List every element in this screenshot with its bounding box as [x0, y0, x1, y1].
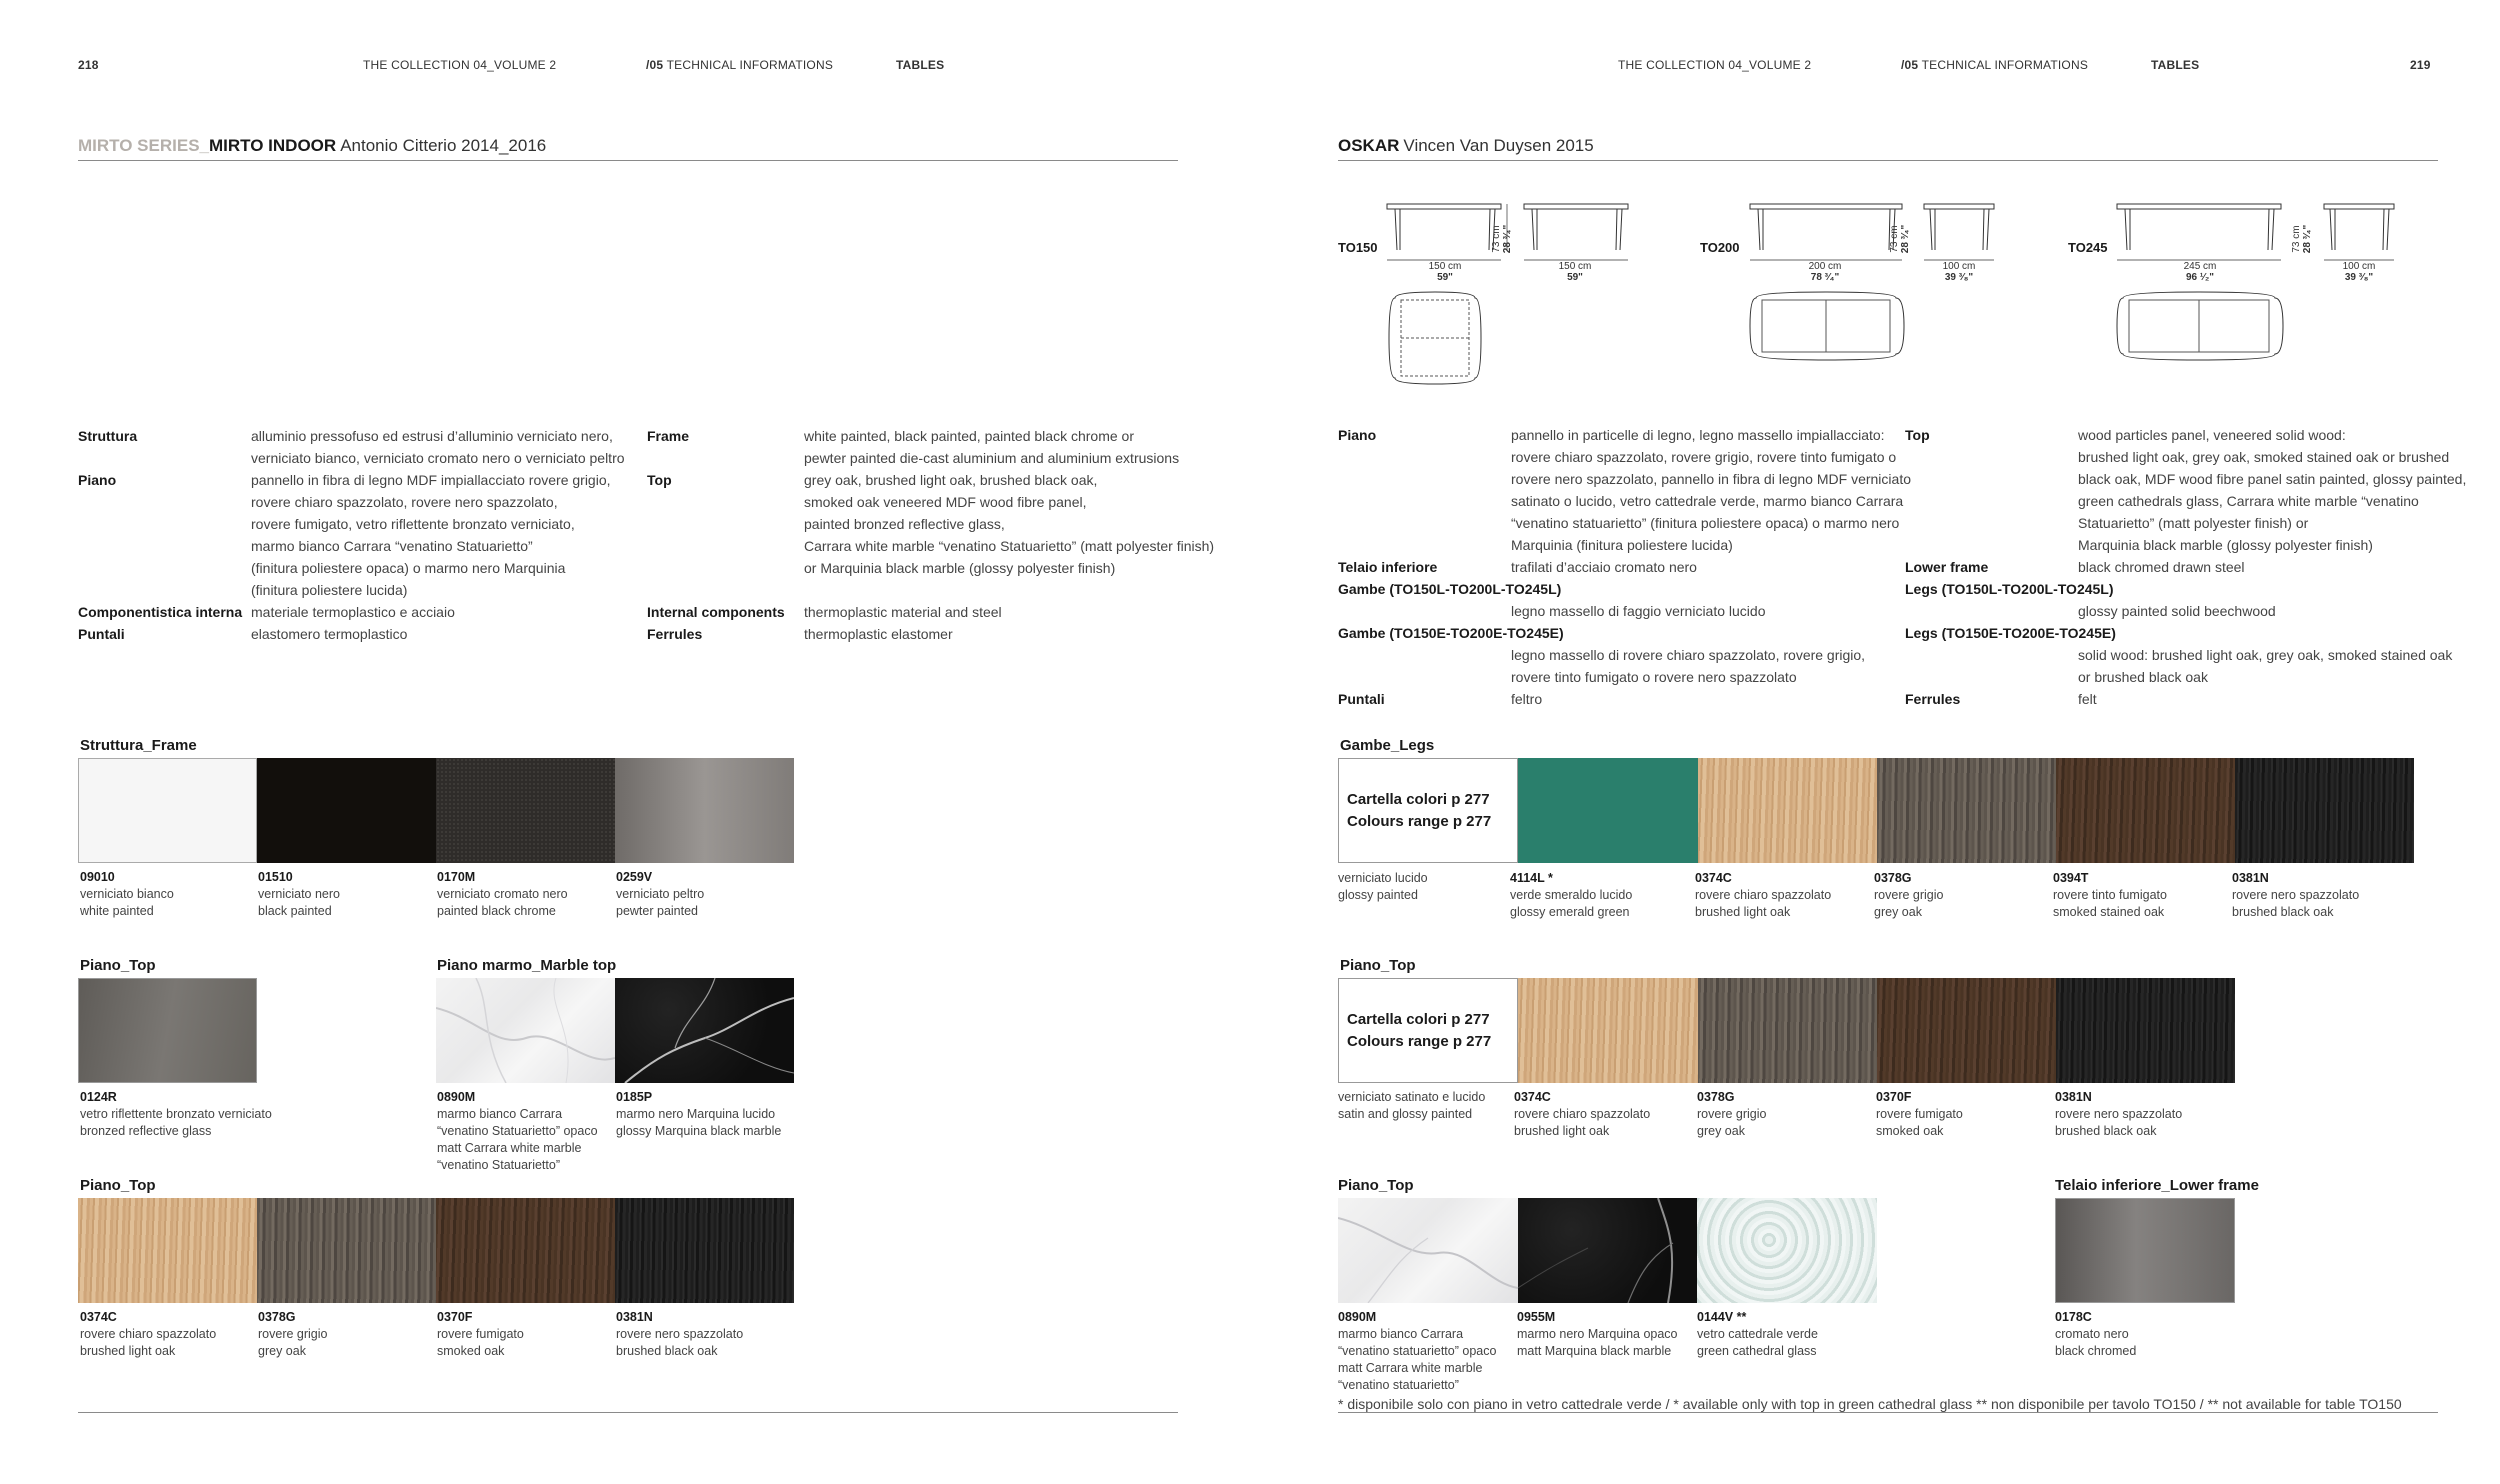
right-page-number: 219: [2410, 58, 2431, 72]
to200-depth-label: 100 cm 39 ³⁄₈": [1942, 261, 1976, 283]
wood-swatch-light-oak: [78, 1198, 257, 1303]
to245-height-label: 73 cm 28 ³⁄₄": [2291, 224, 2313, 254]
frame-swatch-black-chrome: [436, 758, 615, 863]
top-colours-range-box: Cartella colori p 277 Colours range p 277: [1338, 978, 1518, 1083]
right-specs-en: Top wood particles panel, veneered solid wood: brushed light oak, grey oak, smoked stained oak or brushed black oak, MDF wood fibre panel satin painted, glossy painted, green cathedrals glass, Carrara white marble “venatino Statuarietto” (matt polyester finish) or Marquinia black marble (glossy polyester finish) Lower frame black chromed drawn steel Legs (TO150L-TO200L-TO245L) glossy painted solid beechwood Legs (TO150E-TO200E-TO245E) solid wood: brushed light oak, grey oak, smoked stained oak or brushed black oak Ferrules felt: [1905, 427, 2467, 707]
left-specs-it: Struttura alluminio pressofuso ed estrusi d’alluminio verniciato nero, verniciato bianco, verniciato cromato nero o verniciato peltro Piano pannello in fibra di legno MDF impiallacciato rovere grigio, rovere chiaro spazzolato, rovere nero spazzolato, rovere fumigato, vetro riflettente bronzato verniciato, marmo bianco Carrara “venatino Statuarietto” (finitura poliestere opaca) o marmo nero Marquinia (finitura poliestere lucida) Componentistica interna materiale termoplastico e acciaio Puntali elastomero termoplastico: [78, 428, 625, 642]
legs-caption-0374C: 0374C rovere chiaro spazzolato brushed light oak: [1695, 871, 1832, 919]
legs-section-heading: Gambe_Legs: [1340, 737, 1435, 754]
right-top-section-heading: Piano_Top: [1340, 957, 1416, 974]
marble-veins-black: [615, 978, 794, 1083]
to245-side-drawing: [2322, 198, 2402, 268]
right-category: TABLES: [2151, 58, 2200, 72]
to200-side-drawing: [1922, 198, 2002, 268]
frame-caption-0259V: 0259V verniciato peltro pewter painted: [616, 870, 705, 918]
to200-plan-drawing: [1748, 290, 1913, 370]
right-stone-swatch-white-marble: [1338, 1198, 1518, 1303]
right-stone-section-heading: Piano_Top: [1338, 1177, 1414, 1194]
right-top-caption-0370F: 0370F rovere fumigato smoked oak: [1876, 1090, 1963, 1138]
left-category: TABLES: [896, 58, 945, 72]
frame-swatch-white: [78, 758, 257, 863]
left-title-rule: [78, 160, 1178, 161]
wood-caption-0381N: 0381N rovere nero spazzolato brushed black oak: [616, 1310, 744, 1358]
right-top-swatch-black-oak: [2056, 978, 2235, 1083]
frame-swatch-black: [257, 758, 436, 863]
frame-section-heading: Struttura_Frame: [80, 737, 197, 754]
to245-elevation-drawing: [2115, 198, 2285, 268]
legs-caption-0378G: 0378G rovere grigio grey oak: [1874, 871, 1944, 919]
right-top-caption-0378G: 0378G rovere grigio grey oak: [1697, 1090, 1767, 1138]
left-product-title: MIRTO SERIES_MIRTO INDOOR Antonio Citterio 2014_2016: [78, 136, 547, 155]
frame-caption-01510: 01510 verniciato nero black painted: [258, 870, 340, 918]
right-stone-caption-0955M: 0955M marmo nero Marquina opaco matt Marquina black marble: [1517, 1310, 1678, 1358]
left-section: /05 TECHNICAL INFORMATIONS: [646, 58, 834, 72]
to245-plan-drawing: [2115, 290, 2290, 370]
legs-swatch-black-oak: [2235, 758, 2414, 863]
to245-depth-label: 100 cm 39 ³⁄₈": [2342, 261, 2376, 283]
right-collection-title: THE COLLECTION 04_VOLUME 2: [1618, 58, 1812, 72]
legs-swatch-emerald: [1518, 758, 1698, 863]
wood-swatch-black-oak: [615, 1198, 794, 1303]
lower-frame-section-heading: Telaio inferiore_Lower frame: [2055, 1177, 2259, 1194]
left-specs-en: Frame white painted, black painted, painted black chrome or pewter painted die-cast aluminium and aluminium extrusions Top grey oak, brushed light oak, brushed black oak, smoked oak veneered MDF wood fibre panel, painted bronzed reflective glass, Carrara white marble “venatino Statuarietto” (matt polyester finish) or Marquinia black marble (glossy polyester finish) Internal components thermoplastic material and steel Ferrules thermoplastic elastomer: [647, 428, 1215, 642]
right-top-swatch-grey-oak: [1698, 978, 1877, 1083]
lower-frame-caption-0178C: 0178C cromato nero black chromed: [2055, 1310, 2137, 1358]
right-marble-veins-white: [1338, 1198, 1518, 1303]
frame-caption-09010: 09010 verniciato bianco white painted: [80, 870, 174, 918]
right-stone-caption-0144V: 0144V ** vetro cattedrale verde green cathedral glass: [1697, 1310, 1818, 1358]
legs-swatch-smoked-stained-oak: [2056, 758, 2235, 863]
model-label-to245: TO245: [2068, 240, 2108, 255]
top-caption-0124R: 0124R vetro riflettente bronzato verniciato bronzed reflective glass: [80, 1090, 272, 1138]
right-stone-caption-0890M: 0890M marmo bianco Carrara “venatino statuarietto” opaco matt Carrara white marble “venatino statuarietto”: [1338, 1310, 1497, 1392]
to150-side-drawing: [1522, 198, 1632, 268]
marble-swatch-white: [436, 978, 615, 1083]
right-top-swatch-light-oak: [1518, 978, 1698, 1083]
to245-length-label: 245 cm 96 ¹⁄₂": [2183, 261, 2217, 283]
wood-section-heading: Piano_Top: [80, 1177, 156, 1194]
right-product-title: OSKAR Vincen Van Duysen 2015: [1338, 136, 1594, 155]
legs-swatch-grey-oak: [1877, 758, 2056, 863]
to150-height-label: 73 cm 28 ³⁄₄": [1491, 224, 1513, 254]
model-label-to150: TO150: [1338, 240, 1378, 255]
right-specs-it: Piano pannello in particelle di legno, legno massello impiallacciato: rovere chiaro spazzolato, rovere grigio, rovere tinto fumigato o rovere nero spazzolato, pannello in fibra di legno MDF verniciato satinato o lucido, vetro cattedrale verde, marmo bianco Carrara “venatino statuarietto” (finitura poliestere opaca) o marmo nero Marquinia (finitura poliestere lucida) Telaio inferiore trafilati d’acciaio cromato nero Gambe (TO150L-TO200L-TO245L) legno massello di faggio verniciato lucido Gambe (TO150E-TO200E-TO245E) legno massello di rovere chiaro spazzolato, rovere grigio, rovere tinto fumigato o rovere nero spazzolato Puntali feltro: [1338, 427, 1911, 707]
to200-height-label: 73 cm 28 ³⁄₄": [1889, 224, 1911, 254]
right-top-caption-range: verniciato satinato e lucido satin and glossy painted: [1338, 1090, 1486, 1121]
marble-caption-0890M: 0890M marmo bianco Carrara “venatino Statuarietto” opaco matt Carrara white marble “venatino Statuarietto”: [437, 1090, 598, 1172]
right-section: /05 TECHNICAL INFORMATIONS: [1901, 58, 2089, 72]
right-bottom-rule: [1338, 1412, 2438, 1413]
to200-length-label: 200 cm 78 ³⁄₄": [1808, 261, 1842, 283]
legs-caption-0381N: 0381N rovere nero spazzolato brushed black oak: [2232, 871, 2360, 919]
left-collection-title: THE COLLECTION 04_VOLUME 2: [363, 58, 557, 72]
right-stone-swatch-cathedral-glass: [1697, 1198, 1877, 1303]
to150-plan-drawing: [1385, 290, 1505, 400]
right-top-swatch-smoked-oak: [1877, 978, 2056, 1083]
wood-caption-0370F: 0370F rovere fumigato smoked oak: [437, 1310, 524, 1358]
wood-swatch-grey-oak: [257, 1198, 436, 1303]
model-label-to200: TO200: [1700, 240, 1740, 255]
right-marble-veins-black: [1518, 1198, 1697, 1303]
right-top-caption-0374C: 0374C rovere chiaro spazzolato brushed light oak: [1514, 1090, 1651, 1138]
to150-depth-label: 150 cm 59": [1558, 261, 1592, 283]
legs-swatch-light-oak: [1698, 758, 1877, 863]
legs-caption-4114L: 4114L * verde smeraldo lucido glossy emerald green: [1510, 871, 1633, 919]
marble-caption-0185P: 0185P marmo nero Marquina lucido glossy Marquina black marble: [616, 1090, 782, 1138]
top-swatch-bronzed-glass: [78, 978, 257, 1083]
frame-caption-0170M: 0170M verniciato cromato nero painted black chrome: [437, 870, 568, 918]
to150-length-label: 150 cm 59": [1428, 261, 1462, 283]
to200-elevation-drawing: [1748, 198, 1908, 268]
wood-caption-0374C: 0374C rovere chiaro spazzolato brushed light oak: [80, 1310, 217, 1358]
legs-caption-range: verniciato lucido glossy painted: [1338, 871, 1428, 902]
wood-swatch-smoked-oak: [436, 1198, 615, 1303]
right-top-caption-0381N: 0381N rovere nero spazzolato brushed black oak: [2055, 1090, 2183, 1138]
marble-section-heading: Piano marmo_Marble top: [437, 957, 617, 974]
frame-swatch-pewter: [615, 758, 794, 863]
legs-caption-0394T: 0394T rovere tinto fumigato smoked stained oak: [2053, 871, 2167, 919]
footnote: * disponibile solo con piano in vetro cattedrale verde / * available only with top in green cathedral glass ** non disponibile per tavolo TO150 / ** not available for table TO150: [1338, 1396, 2402, 1412]
left-bottom-rule: [78, 1412, 1178, 1413]
top-glass-heading: Piano_Top: [80, 957, 156, 974]
wood-caption-0378G: 0378G rovere grigio grey oak: [258, 1310, 328, 1358]
lower-frame-swatch-black-chromed: [2055, 1198, 2235, 1303]
marble-swatch-black: [615, 978, 794, 1083]
left-page-number: 218: [78, 58, 99, 72]
legs-colours-range-box: Cartella colori p 277 Colours range p 277: [1338, 758, 1518, 863]
marble-veins-white: [436, 978, 615, 1083]
right-title-rule: [1338, 160, 2438, 161]
right-stone-swatch-black-marble: [1518, 1198, 1697, 1303]
